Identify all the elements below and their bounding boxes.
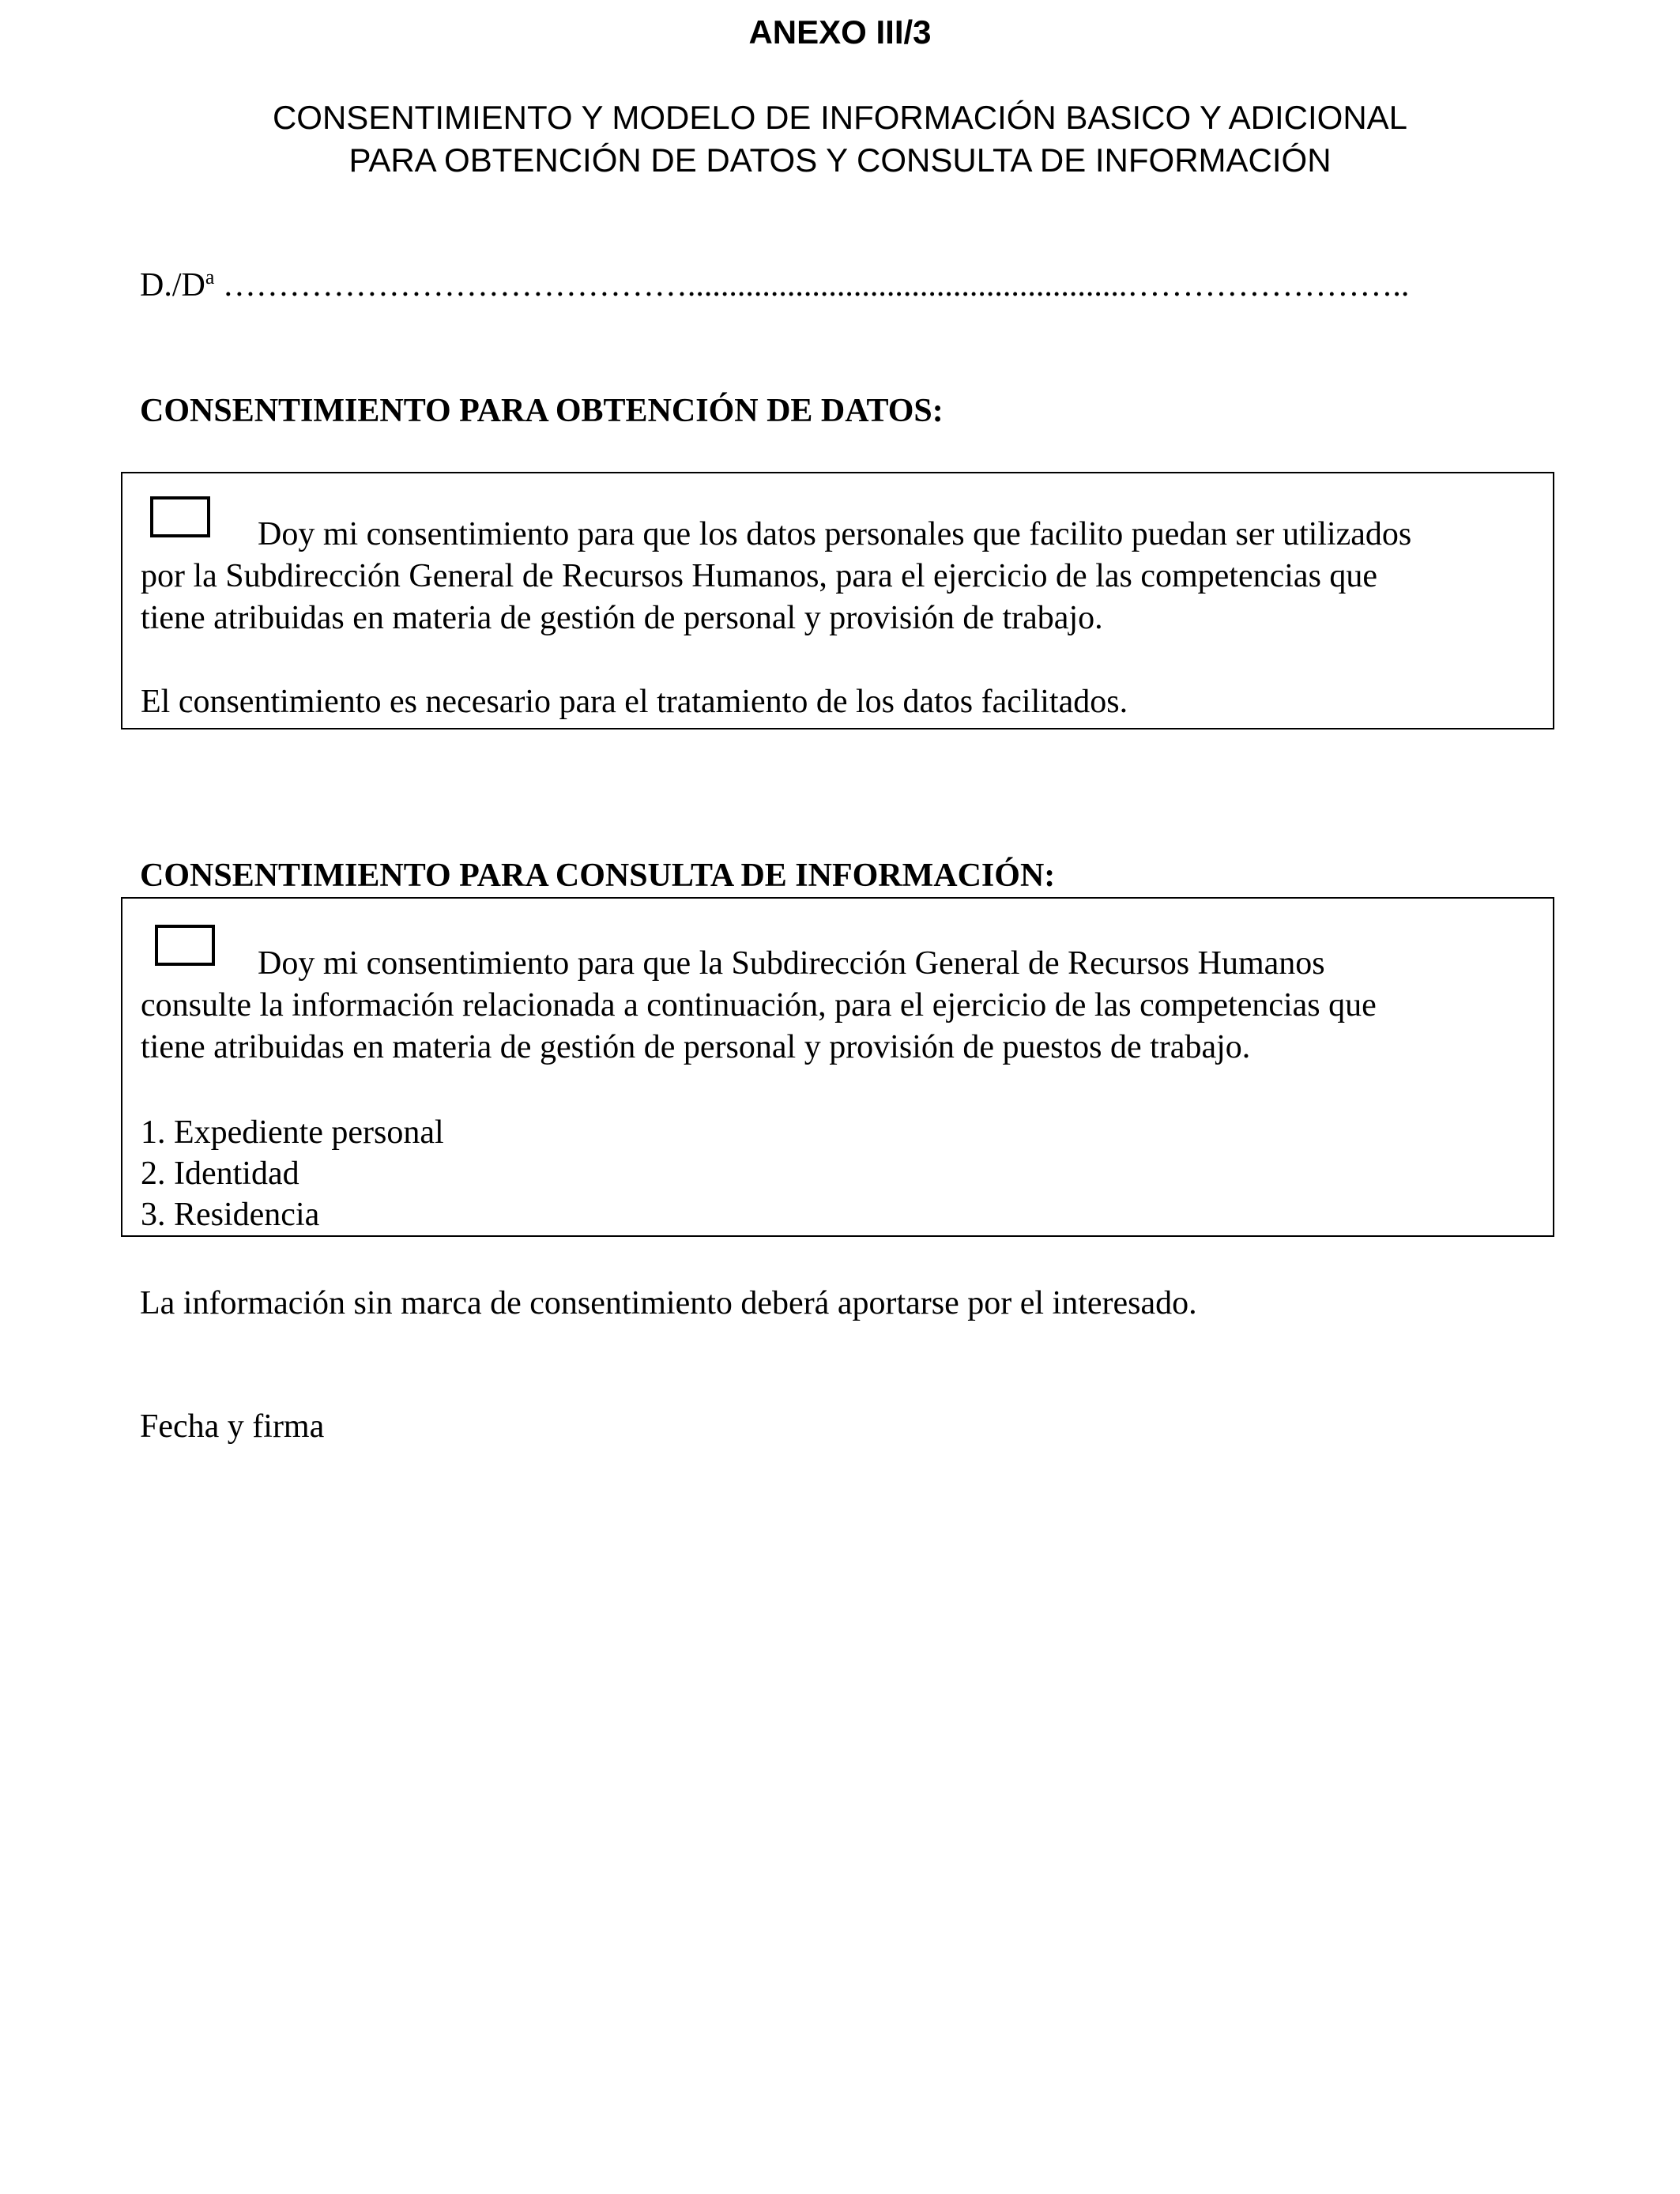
- information-list: [141, 1112, 1537, 1235]
- consent-box-data-collection: [121, 472, 1554, 729]
- name-label-superscript: a: [205, 266, 215, 288]
- consent-note-line: El consentimiento es necesario para el tratamiento de los datos facilitados.: [141, 684, 1128, 720]
- consent-box-information-query: [121, 897, 1554, 1237]
- consent-text-information-query: [141, 943, 1537, 1069]
- list-item: 2. Identidad: [141, 1155, 299, 1192]
- title-line: PARA OBTENCIÓN DE DATOS Y CONSULTA DE INFORMACIÓN: [348, 141, 1332, 179]
- consent-text-line: Doy mi consentimiento para que los datos personales que facilito puedan ser utilizados: [258, 516, 1412, 552]
- consent-text-line: tiene atribuidas en materia de gestión de personal y provisión de puestos de trabajo.: [141, 1029, 1251, 1065]
- consent-text-line: consulte la información relacionada a continuación, para el ejercicio de las competencias que: [141, 987, 1377, 1023]
- section-heading-information-query: CONSENTIMIENTO PARA CONSULTA DE INFORMACIÓN:: [140, 858, 1056, 894]
- date-signature-label: Fecha y firma: [140, 1408, 325, 1445]
- name-field[interactable]: [140, 265, 1409, 306]
- section-heading-data-collection: CONSENTIMIENTO PARA OBTENCIÓN DE DATOS:: [140, 393, 944, 429]
- consent-text-line: tiene atribuidas en materia de gestión de personal y provisión de trabajo.: [141, 600, 1103, 636]
- consent-text-data-collection: [141, 514, 1537, 639]
- consent-required-note: [141, 681, 1537, 723]
- consent-text-line: por la Subdirección General de Recursos Humanos, para el ejercicio de las competencias que: [141, 558, 1378, 594]
- consent-text-line: Doy mi consentimiento para que la Subdirección General de Recursos Humanos: [258, 945, 1325, 982]
- document-title: [0, 96, 1680, 182]
- list-item: 1. Expediente personal: [141, 1114, 444, 1151]
- annex-number: ANEXO III/3: [748, 13, 932, 51]
- name-label: D./D: [140, 267, 205, 303]
- title-line: CONSENTIMIENTO Y MODELO DE INFORMACIÓN BASICO Y ADICIONAL: [272, 99, 1408, 136]
- list-item: 3. Residencia: [141, 1197, 320, 1233]
- missing-consent-note: La información sin marca de consentimiento deberá aportarse por el interesado.: [140, 1285, 1197, 1321]
- name-dotted-line: …………………………………….....................................................……………………..: [214, 267, 1410, 303]
